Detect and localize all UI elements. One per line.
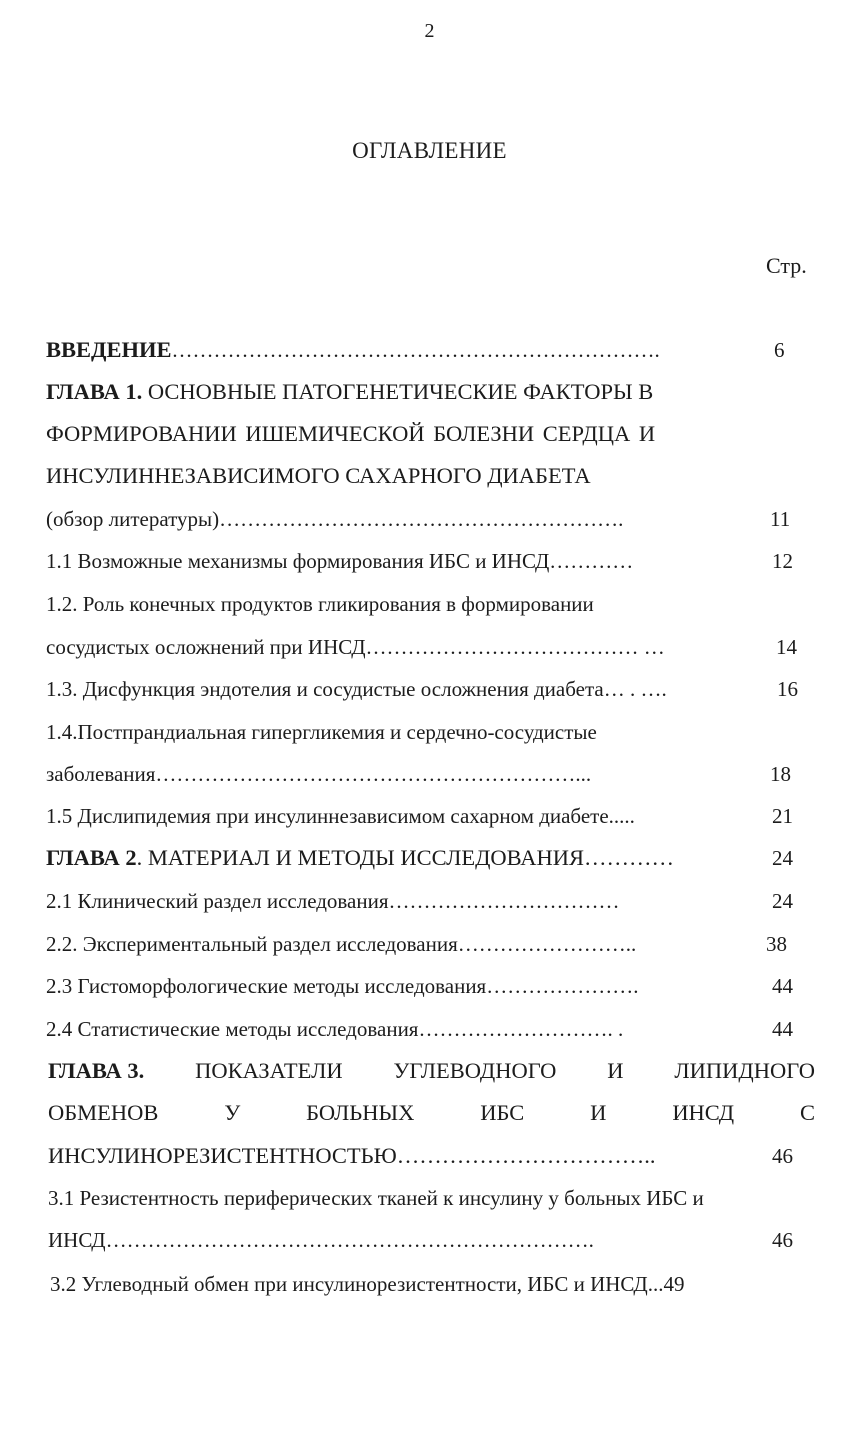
toc-chapter-prefix: ГЛАВА 3. [48, 1058, 145, 1083]
toc-chapter-word: УГЛЕВОДНОГО [393, 1058, 557, 1083]
toc-chapter-1[interactable] [46, 378, 653, 406]
toc-section-1-2-line2: сосудистых осложнений при ИНСД………………………………… … [46, 635, 665, 659]
toc-chapter-1-line4: (обзор литературы)…………………………………………………. [46, 507, 624, 531]
toc-section-3-2[interactable]: 3.2 Углеводный обмен при инсулинорезистентности, ИБС и ИНСД...49 [50, 1272, 685, 1296]
toc-page-number: 44 [772, 1017, 793, 1041]
toc-section-3-1[interactable]: 3.1 Резистентность периферических тканей к инсулину у больных ИБС и [48, 1186, 704, 1210]
toc-entry-intro[interactable] [46, 336, 660, 364]
toc-page-number: 11 [770, 507, 791, 531]
toc-chapter-1-line2: ФОРМИРОВАНИИ ИШЕМИЧЕСКОЙ БОЛЕЗНИ СЕРДЦА И [46, 421, 656, 446]
toc-section-1-3[interactable]: 1.3. Дисфункция эндотелия и сосудистые осложнения диабета… . …. [46, 677, 667, 701]
toc-section-1-4-line2: заболевания……………………………………………………... [46, 762, 592, 786]
toc-title: ОГЛАВЛЕНИЕ [352, 138, 507, 163]
toc-chapter-word: ИНСД [672, 1100, 735, 1125]
toc-chapter-3[interactable] [48, 1057, 815, 1085]
toc-page-number: 14 [776, 635, 797, 659]
toc-entry-label: ВВЕДЕНИЕ [46, 337, 172, 362]
toc-chapter-title: . МАТЕРИАЛ И МЕТОДЫ ИССЛЕДОВАНИЯ………… [136, 845, 675, 870]
toc-chapter-word: ОБМЕНОВ [48, 1100, 159, 1125]
toc-chapter-word: И [607, 1058, 624, 1083]
toc-chapter-prefix: ГЛАВА 1. [46, 379, 143, 404]
toc-page-number: 46 [772, 1228, 793, 1252]
toc-page-number: 24 [772, 889, 793, 913]
toc-section-2-3[interactable]: 2.3 Гистоморфологические методы исследования…………………. [46, 974, 639, 998]
toc-chapter-2[interactable] [46, 844, 674, 872]
toc-page-number: 12 [772, 549, 793, 573]
toc-section-1-5[interactable]: 1.5 Дислипидемия при инсулиннезависимом сахарном диабете..... [46, 804, 635, 828]
toc-section-1-4[interactable]: 1.4.Постпрандиальная гипергликемия и сердечно-сосудистые [46, 720, 597, 744]
toc-chapter-word: ИБС [480, 1100, 525, 1125]
toc-page-number: 16 [777, 677, 798, 701]
toc-chapter-3-line3: ИНСУЛИНОРЕЗИСТЕНТНОСТЬЮ…………………………….. [48, 1143, 656, 1168]
toc-chapter-word: И [590, 1100, 607, 1125]
toc-page-number: 18 [770, 762, 791, 786]
toc-chapter-1-line3: ИНСУЛИННЕЗАВИСИМОГО САХАРНОГО ДИАБЕТА [46, 463, 591, 488]
toc-chapter-3-line2 [48, 1099, 815, 1127]
toc-dots: ……………………………………………………………. [171, 338, 660, 362]
toc-chapter-word: У [224, 1100, 241, 1125]
toc-chapter-prefix: ГЛАВА 2 [46, 845, 137, 870]
toc-page-number: 38 [766, 932, 787, 956]
toc-page-number: 21 [772, 804, 793, 828]
toc-section-3-1-line2: ИНСД……………………………………………………………. [48, 1228, 594, 1252]
page-number: 2 [424, 20, 435, 42]
toc-chapter-word: ПОКАЗАТЕЛИ [195, 1058, 343, 1083]
toc-page-number: 46 [772, 1144, 793, 1168]
toc-section-2-1[interactable]: 2.1 Клинический раздел исследования…………………………… [46, 889, 620, 913]
page-column-label: Стр. [766, 253, 807, 278]
toc-section-2-2[interactable]: 2.2. Экспериментальный раздел исследования…………………….. [46, 932, 637, 956]
toc-page-number: 24 [772, 846, 793, 870]
toc-page-number: 6 [774, 338, 785, 362]
toc-chapter-word: С [799, 1100, 815, 1125]
toc-section-1-1[interactable]: 1.1 Возможные механизмы формирования ИБС и ИНСД………… [46, 549, 634, 573]
toc-chapter-word: ЛИПИДНОГО [674, 1058, 815, 1083]
toc-chapter-title: ОСНОВНЫЕ ПАТОГЕНЕТИЧЕСКИЕ ФАКТОРЫ В [147, 379, 654, 404]
toc-chapter-word: БОЛЬНЫХ [306, 1100, 415, 1125]
toc-section-1-2[interactable]: 1.2. Роль конечных продуктов гликирования в формировании [46, 592, 594, 616]
toc-page-number: 44 [772, 974, 793, 998]
toc-section-2-4[interactable]: 2.4 Статистические методы исследования………………………. . [46, 1017, 624, 1041]
